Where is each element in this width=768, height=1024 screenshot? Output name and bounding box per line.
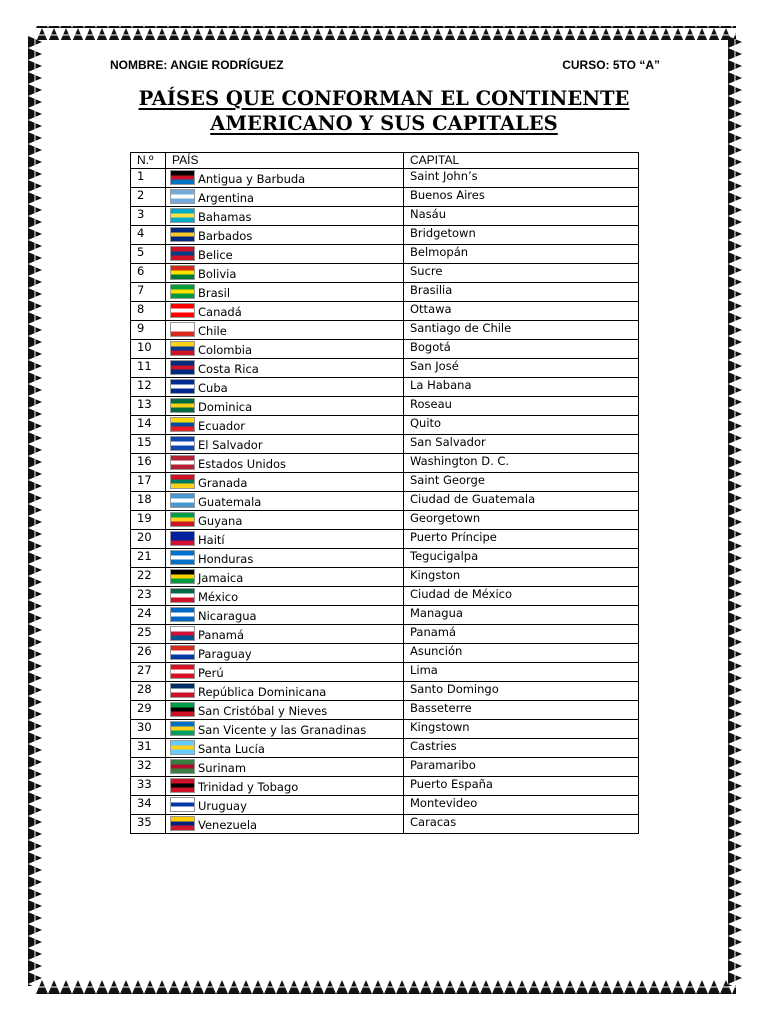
country-name: Ecuador: [198, 419, 245, 433]
table-row: [131, 758, 639, 777]
country-name: Granada: [198, 476, 248, 490]
country-name: Estados Unidos: [198, 457, 287, 471]
country-flag-icon: [170, 322, 195, 337]
country-cell: [166, 549, 404, 568]
table-row: [131, 720, 639, 739]
capital-cell: Washington D. C.: [404, 454, 639, 473]
table-row: [131, 796, 639, 815]
row-number: 20: [131, 530, 166, 549]
capital-cell: Saint George: [404, 473, 639, 492]
country-flag-icon: [170, 303, 195, 318]
country-name: Haití: [198, 533, 225, 547]
row-number: 33: [131, 777, 166, 796]
table-row: [131, 359, 639, 378]
country-cell: [166, 188, 404, 207]
row-number: 1: [131, 169, 166, 188]
country-flag-icon: [170, 759, 195, 774]
country-flag-icon: [170, 550, 195, 565]
country-name: Chile: [198, 324, 227, 338]
country-name: Honduras: [198, 552, 254, 566]
table-row: [131, 644, 639, 663]
country-flag-icon: [170, 227, 195, 242]
table-row: [131, 245, 639, 264]
capital-cell: Kingston: [404, 568, 639, 587]
row-number: 24: [131, 606, 166, 625]
row-number: 10: [131, 340, 166, 359]
capital-cell: Lima: [404, 663, 639, 682]
country-name: Bahamas: [198, 210, 252, 224]
capital-cell: Panamá: [404, 625, 639, 644]
capital-cell: Georgetown: [404, 511, 639, 530]
column-header-capital: CAPITAL: [404, 153, 639, 169]
title-line-2: AMERICANO Y SUS CAPITALES: [210, 112, 558, 135]
capital-cell: Montevideo: [404, 796, 639, 815]
table-row: [131, 454, 639, 473]
country-cell: [166, 321, 404, 340]
row-number: 23: [131, 587, 166, 606]
country-flag-icon: [170, 398, 195, 413]
country-flag-icon: [170, 493, 195, 508]
capital-cell: Kingstown: [404, 720, 639, 739]
capital-cell: San José: [404, 359, 639, 378]
country-cell: [166, 226, 404, 245]
row-number: 34: [131, 796, 166, 815]
capital-cell: Saint John’s: [404, 169, 639, 188]
country-cell: [166, 720, 404, 739]
capital-cell: Ottawa: [404, 302, 639, 321]
country-flag-icon: [170, 664, 195, 679]
student-name: NOMBRE: ANGIE RODRÍGUEZ: [110, 58, 284, 72]
country-flag-icon: [170, 189, 195, 204]
table-row: [131, 340, 639, 359]
table-row: [131, 321, 639, 340]
row-number: 26: [131, 644, 166, 663]
table-row: [131, 416, 639, 435]
table-row: [131, 625, 639, 644]
country-name: Dominica: [198, 400, 253, 414]
country-flag-icon: [170, 284, 195, 299]
capital-cell: Buenos Aires: [404, 188, 639, 207]
capital-cell: Santo Domingo: [404, 682, 639, 701]
country-flag-icon: [170, 683, 195, 698]
country-name: San Cristóbal y Nieves: [198, 704, 328, 718]
country-cell: [166, 511, 404, 530]
capital-cell: Roseau: [404, 397, 639, 416]
country-cell: [166, 169, 404, 188]
table-row: [131, 473, 639, 492]
row-number: 15: [131, 435, 166, 454]
capital-cell: Managua: [404, 606, 639, 625]
country-name: Panamá: [198, 628, 245, 642]
capital-cell: Puerto Príncipe: [404, 530, 639, 549]
table-row: [131, 701, 639, 720]
country-cell: [166, 454, 404, 473]
row-number: 35: [131, 815, 166, 834]
country-name: Brasil: [198, 286, 231, 300]
table-row: [131, 549, 639, 568]
capital-cell: San Salvador: [404, 435, 639, 454]
column-header-country: PAÍS: [166, 153, 404, 169]
country-flag-icon: [170, 379, 195, 394]
country-cell: [166, 796, 404, 815]
table-row: [131, 511, 639, 530]
row-number: 31: [131, 739, 166, 758]
table-row: [131, 378, 639, 397]
country-flag-icon: [170, 341, 195, 356]
row-number: 4: [131, 226, 166, 245]
capital-cell: Basseterre: [404, 701, 639, 720]
capital-cell: Ciudad de Guatemala: [404, 492, 639, 511]
capital-cell: Asunción: [404, 644, 639, 663]
capital-cell: Castries: [404, 739, 639, 758]
country-cell: [166, 264, 404, 283]
country-flag-icon: [170, 265, 195, 280]
capital-cell: Belmopán: [404, 245, 639, 264]
country-name: Belice: [198, 248, 233, 262]
country-name: Canadá: [198, 305, 242, 319]
country-name: República Dominicana: [198, 685, 327, 699]
country-name: Venezuela: [198, 818, 258, 832]
country-cell: [166, 283, 404, 302]
row-number: 5: [131, 245, 166, 264]
capital-cell: Sucre: [404, 264, 639, 283]
row-number: 14: [131, 416, 166, 435]
country-flag-icon: [170, 569, 195, 584]
row-number: 16: [131, 454, 166, 473]
document-title: [60, 86, 708, 136]
capital-cell: Bogotá: [404, 340, 639, 359]
row-number: 28: [131, 682, 166, 701]
country-cell: [166, 739, 404, 758]
country-flag-icon: [170, 797, 195, 812]
country-name: Bolivia: [198, 267, 237, 281]
table-header-row: [131, 153, 639, 169]
table-row: [131, 264, 639, 283]
row-number: 12: [131, 378, 166, 397]
country-cell: [166, 606, 404, 625]
capital-cell: Puerto España: [404, 777, 639, 796]
capital-cell: Caracas: [404, 815, 639, 834]
table-row: [131, 188, 639, 207]
country-flag-icon: [170, 607, 195, 622]
course-label: CURSO: 5TO “A”: [562, 58, 660, 72]
table-row: [131, 815, 639, 834]
table-row: [131, 568, 639, 587]
countries-table: [130, 152, 639, 834]
table-row: [131, 587, 639, 606]
row-number: 21: [131, 549, 166, 568]
row-number: 3: [131, 207, 166, 226]
country-name: México: [198, 590, 239, 604]
country-name: Guyana: [198, 514, 243, 528]
country-cell: [166, 682, 404, 701]
country-cell: [166, 530, 404, 549]
table-row: [131, 777, 639, 796]
table-row: [131, 283, 639, 302]
country-cell: [166, 663, 404, 682]
table-row: [131, 682, 639, 701]
table-row: [131, 207, 639, 226]
country-flag-icon: [170, 246, 195, 261]
country-name: Antigua y Barbuda: [198, 172, 306, 186]
country-cell: [166, 568, 404, 587]
row-number: 19: [131, 511, 166, 530]
country-flag-icon: [170, 208, 195, 223]
country-flag-icon: [170, 816, 195, 831]
row-number: 11: [131, 359, 166, 378]
country-cell: [166, 777, 404, 796]
country-name: Argentina: [198, 191, 255, 205]
country-name: Guatemala: [198, 495, 262, 509]
country-cell: [166, 340, 404, 359]
row-number: 2: [131, 188, 166, 207]
country-flag-icon: [170, 360, 195, 375]
country-flag-icon: [170, 455, 195, 470]
country-name: San Vicente y las Granadinas: [198, 723, 367, 737]
country-cell: [166, 416, 404, 435]
country-flag-icon: [170, 740, 195, 755]
row-number: 17: [131, 473, 166, 492]
row-number: 25: [131, 625, 166, 644]
country-cell: [166, 359, 404, 378]
table-row: [131, 492, 639, 511]
country-cell: [166, 473, 404, 492]
country-name: Santa Lucía: [198, 742, 265, 756]
table-row: [131, 397, 639, 416]
country-name: El Salvador: [198, 438, 263, 452]
capital-cell: Brasilia: [404, 283, 639, 302]
table-row: [131, 169, 639, 188]
country-flag-icon: [170, 702, 195, 717]
country-name: Paraguay: [198, 647, 252, 661]
country-cell: [166, 302, 404, 321]
country-cell: [166, 644, 404, 663]
row-number: 22: [131, 568, 166, 587]
row-number: 13: [131, 397, 166, 416]
title-line-1: PAÍSES QUE CONFORMAN EL CONTINENTE: [138, 87, 630, 110]
country-flag-icon: [170, 531, 195, 546]
country-cell: [166, 815, 404, 834]
table-row: [131, 663, 639, 682]
capital-cell: Ciudad de México: [404, 587, 639, 606]
table-row: [131, 226, 639, 245]
table-row: [131, 435, 639, 454]
country-cell: [166, 397, 404, 416]
capital-cell: Paramaribo: [404, 758, 639, 777]
country-flag-icon: [170, 512, 195, 527]
country-name: Cuba: [198, 381, 228, 395]
country-cell: [166, 378, 404, 397]
table-row: [131, 606, 639, 625]
country-cell: [166, 245, 404, 264]
row-number: 8: [131, 302, 166, 321]
row-number: 7: [131, 283, 166, 302]
country-flag-icon: [170, 778, 195, 793]
row-number: 27: [131, 663, 166, 682]
row-number: 6: [131, 264, 166, 283]
country-cell: [166, 701, 404, 720]
country-flag-icon: [170, 474, 195, 489]
row-number: 30: [131, 720, 166, 739]
row-number: 9: [131, 321, 166, 340]
country-cell: [166, 435, 404, 454]
country-name: Surinam: [198, 761, 247, 775]
country-cell: [166, 625, 404, 644]
column-header-number: N.º: [131, 153, 166, 169]
country-flag-icon: [170, 626, 195, 641]
table-row: [131, 530, 639, 549]
country-flag-icon: [170, 645, 195, 660]
country-flag-icon: [170, 588, 195, 603]
country-flag-icon: [170, 417, 195, 432]
country-cell: [166, 758, 404, 777]
capital-cell: La Habana: [404, 378, 639, 397]
country-flag-icon: [170, 721, 195, 736]
table-row: [131, 302, 639, 321]
capital-cell: Tegucigalpa: [404, 549, 639, 568]
country-cell: [166, 207, 404, 226]
row-number: 32: [131, 758, 166, 777]
country-name: Perú: [198, 666, 224, 680]
capital-cell: Santiago de Chile: [404, 321, 639, 340]
country-name: Colombia: [198, 343, 253, 357]
country-name: Trinidad y Tobago: [198, 780, 299, 794]
capital-cell: Quito: [404, 416, 639, 435]
country-cell: [166, 492, 404, 511]
country-name: Uruguay: [198, 799, 247, 813]
country-name: Nicaragua: [198, 609, 257, 623]
capital-cell: Nasáu: [404, 207, 639, 226]
country-name: Barbados: [198, 229, 253, 243]
country-flag-icon: [170, 170, 195, 185]
country-name: Costa Rica: [198, 362, 259, 376]
country-name: Jamaica: [198, 571, 244, 585]
capital-cell: Bridgetown: [404, 226, 639, 245]
country-cell: [166, 587, 404, 606]
row-number: 29: [131, 701, 166, 720]
row-number: 18: [131, 492, 166, 511]
table-row: [131, 739, 639, 758]
country-flag-icon: [170, 436, 195, 451]
